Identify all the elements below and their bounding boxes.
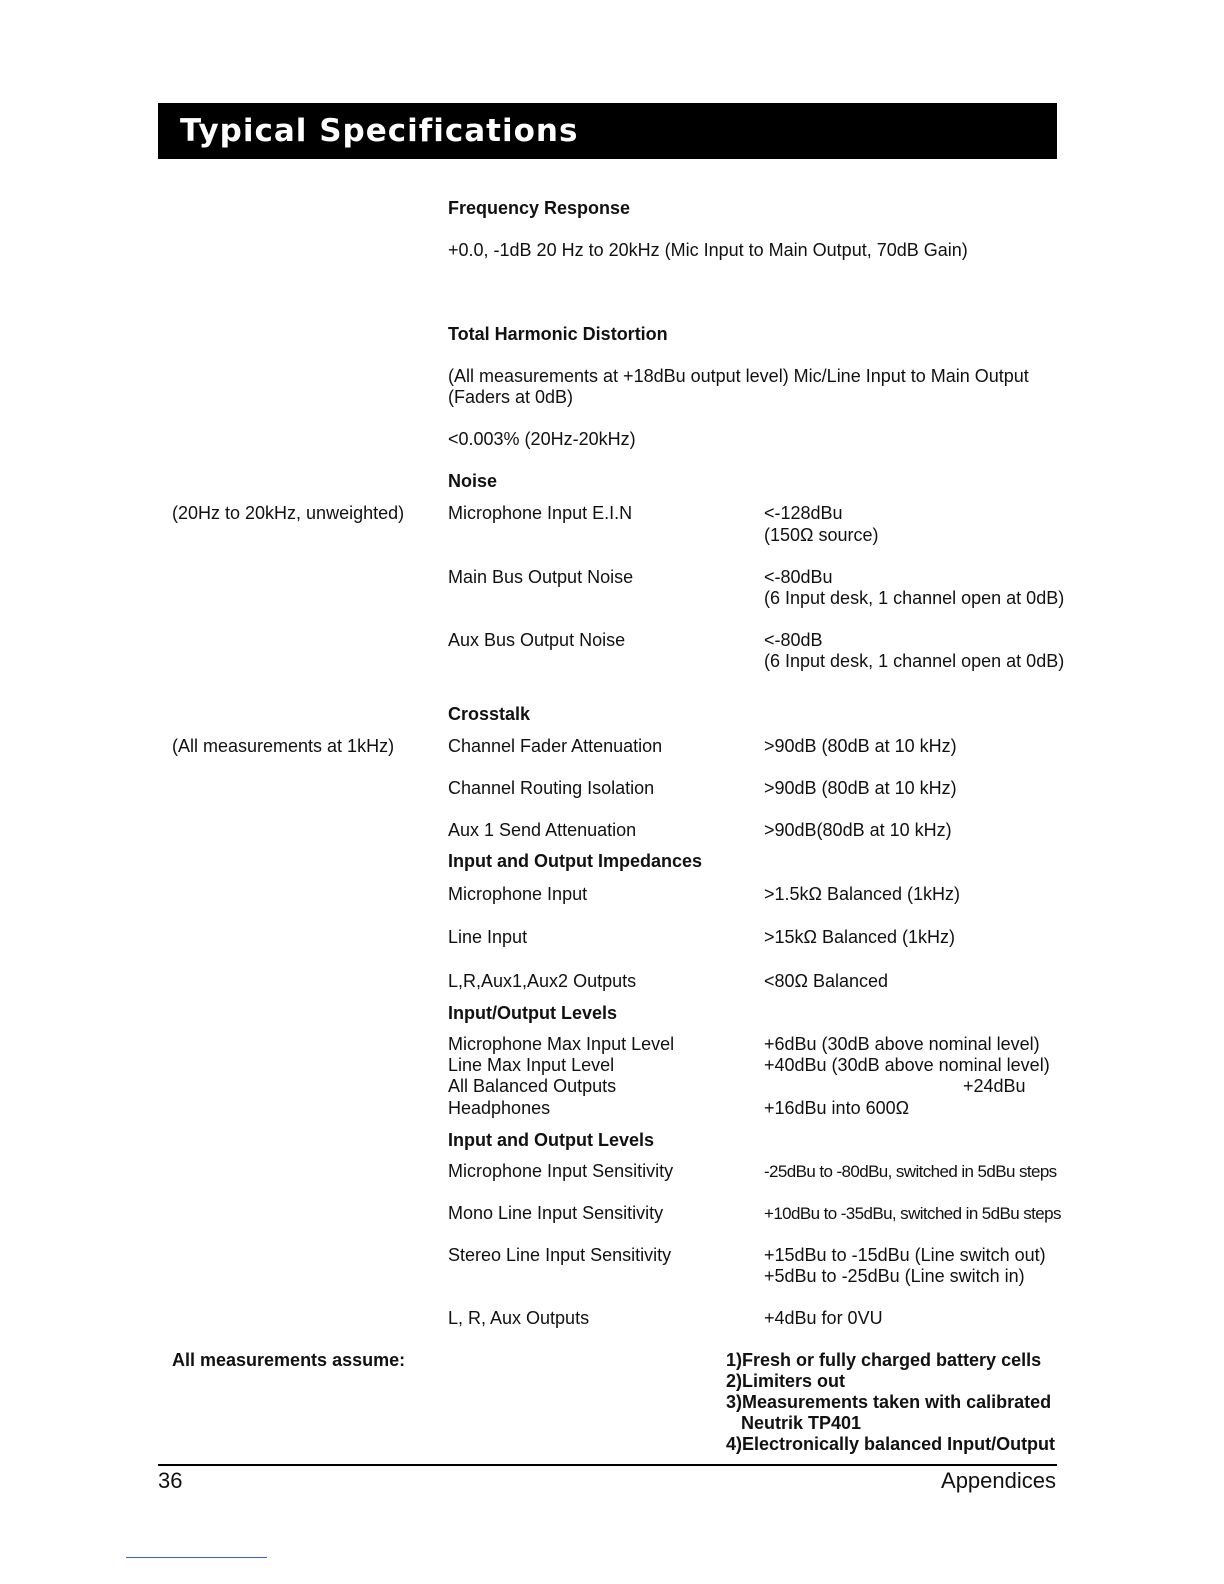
assumptions-label: All measurements assume: bbox=[172, 1350, 406, 1370]
crosstalk-heading: Crosstalk bbox=[448, 704, 531, 724]
assumption-item: 1)Fresh or fully charged battery cells bbox=[726, 1350, 1042, 1370]
noise-row-value-detail: (6 Input desk, 1 channel open at 0dB) bbox=[764, 588, 1065, 608]
io-level-row-value: +40dBu (30dB above nominal level) bbox=[764, 1055, 1050, 1075]
impedance-row-value: <80Ω Balanced bbox=[764, 971, 889, 991]
impedance-row-value: >15kΩ Balanced (1kHz) bbox=[764, 927, 956, 947]
assumption-item: 2)Limiters out bbox=[726, 1371, 846, 1391]
assumption-item: 4)Electronically balanced Input/Output bbox=[726, 1434, 1056, 1454]
impedance-row-value: >1.5kΩ Balanced (1kHz) bbox=[764, 884, 961, 904]
sensitivity-row-label: Microphone Input Sensitivity bbox=[448, 1161, 674, 1181]
crosstalk-row-value: >90dB (80dB at 10 kHz) bbox=[764, 736, 957, 756]
sensitivity-row-value: +10dBu to -35dBu, switched in 5dBu steps bbox=[764, 1204, 1061, 1223]
thd-note-line2: (Faders at 0dB) bbox=[448, 387, 574, 407]
noise-row-label: Main Bus Output Noise bbox=[448, 567, 634, 587]
io-level-row-value: +24dBu bbox=[963, 1076, 1026, 1096]
noise-row-value: <-80dB bbox=[764, 630, 823, 650]
sensitivity-row-value: -25dBu to -80dBu, switched in 5dBu steps bbox=[764, 1162, 1057, 1181]
sensitivity-row-value: +4dBu for 0VU bbox=[764, 1308, 883, 1328]
crosstalk-side-note: (All measurements at 1kHz) bbox=[172, 736, 395, 756]
noise-row-label: Aux Bus Output Noise bbox=[448, 630, 626, 650]
footer-rule bbox=[158, 1464, 1057, 1466]
io-level-row-value: +6dBu (30dB above nominal level) bbox=[764, 1034, 1040, 1054]
thd-heading: Total Harmonic Distortion bbox=[448, 324, 668, 344]
footer-section-title: Appendices bbox=[941, 1468, 1056, 1493]
page-number: 36 bbox=[158, 1468, 183, 1493]
io-level-row-label: All Balanced Outputs bbox=[448, 1076, 617, 1096]
impedance-row-label: L,R,Aux1,Aux2 Outputs bbox=[448, 971, 637, 991]
frequency-response-value: +0.0, -1dB 20 Hz to 20kHz (Mic Input to Main Output, 70dB Gain) bbox=[448, 240, 968, 260]
io-levels2-heading: Input and Output Levels bbox=[448, 1130, 654, 1150]
crosstalk-row-label: Channel Fader Attenuation bbox=[448, 736, 663, 756]
sensitivity-row-value-detail: +5dBu to -25dBu (Line switch in) bbox=[764, 1266, 1025, 1286]
noise-side-note: (20Hz to 20kHz, unweighted) bbox=[172, 503, 405, 523]
noise-row-value: <-80dBu bbox=[764, 567, 833, 587]
thd-note-line1: (All measurements at +18dBu output level) Mic/Line Input to Main Output bbox=[448, 366, 1029, 386]
crosstalk-row-label: Channel Routing Isolation bbox=[448, 778, 655, 798]
noise-row-value-detail: (6 Input desk, 1 channel open at 0dB) bbox=[764, 651, 1065, 671]
link-underline-decoration bbox=[126, 1557, 267, 1558]
frequency-response-heading: Frequency Response bbox=[448, 198, 631, 218]
noise-heading: Noise bbox=[448, 471, 498, 491]
assumption-item: 3)Measurements taken with calibrated bbox=[726, 1392, 1052, 1412]
sensitivity-row-label: L, R, Aux Outputs bbox=[448, 1308, 590, 1328]
thd-value: <0.003% (20Hz-20kHz) bbox=[448, 429, 636, 449]
io-level-row-label: Microphone Max Input Level bbox=[448, 1034, 675, 1054]
io-levels-heading: Input/Output Levels bbox=[448, 1003, 617, 1023]
assumption-item: Neutrik TP401 bbox=[741, 1413, 862, 1433]
noise-row-value-detail: (150Ω source) bbox=[764, 525, 879, 545]
impedance-row-label: Line Input bbox=[448, 927, 528, 947]
crosstalk-row-value: >90dB(80dB at 10 kHz) bbox=[764, 820, 952, 840]
noise-row-value: <-128dBu bbox=[764, 503, 843, 523]
sensitivity-row-label: Mono Line Input Sensitivity bbox=[448, 1203, 664, 1223]
noise-row-label: Microphone Input E.I.N bbox=[448, 503, 633, 523]
io-level-row-label: Line Max Input Level bbox=[448, 1055, 615, 1075]
page-title: Typical Specifications bbox=[180, 113, 579, 149]
impedances-heading: Input and Output Impedances bbox=[448, 851, 703, 871]
crosstalk-row-label: Aux 1 Send Attenuation bbox=[448, 820, 637, 840]
sensitivity-row-value: +15dBu to -15dBu (Line switch out) bbox=[764, 1245, 1046, 1265]
impedance-row-label: Microphone Input bbox=[448, 884, 588, 904]
sensitivity-row-label: Stereo Line Input Sensitivity bbox=[448, 1245, 672, 1265]
io-level-row-value: +16dBu into 600Ω bbox=[764, 1098, 910, 1118]
crosstalk-row-value: >90dB (80dB at 10 kHz) bbox=[764, 778, 957, 798]
io-level-row-label: Headphones bbox=[448, 1098, 551, 1118]
page-header-banner bbox=[158, 103, 1057, 159]
